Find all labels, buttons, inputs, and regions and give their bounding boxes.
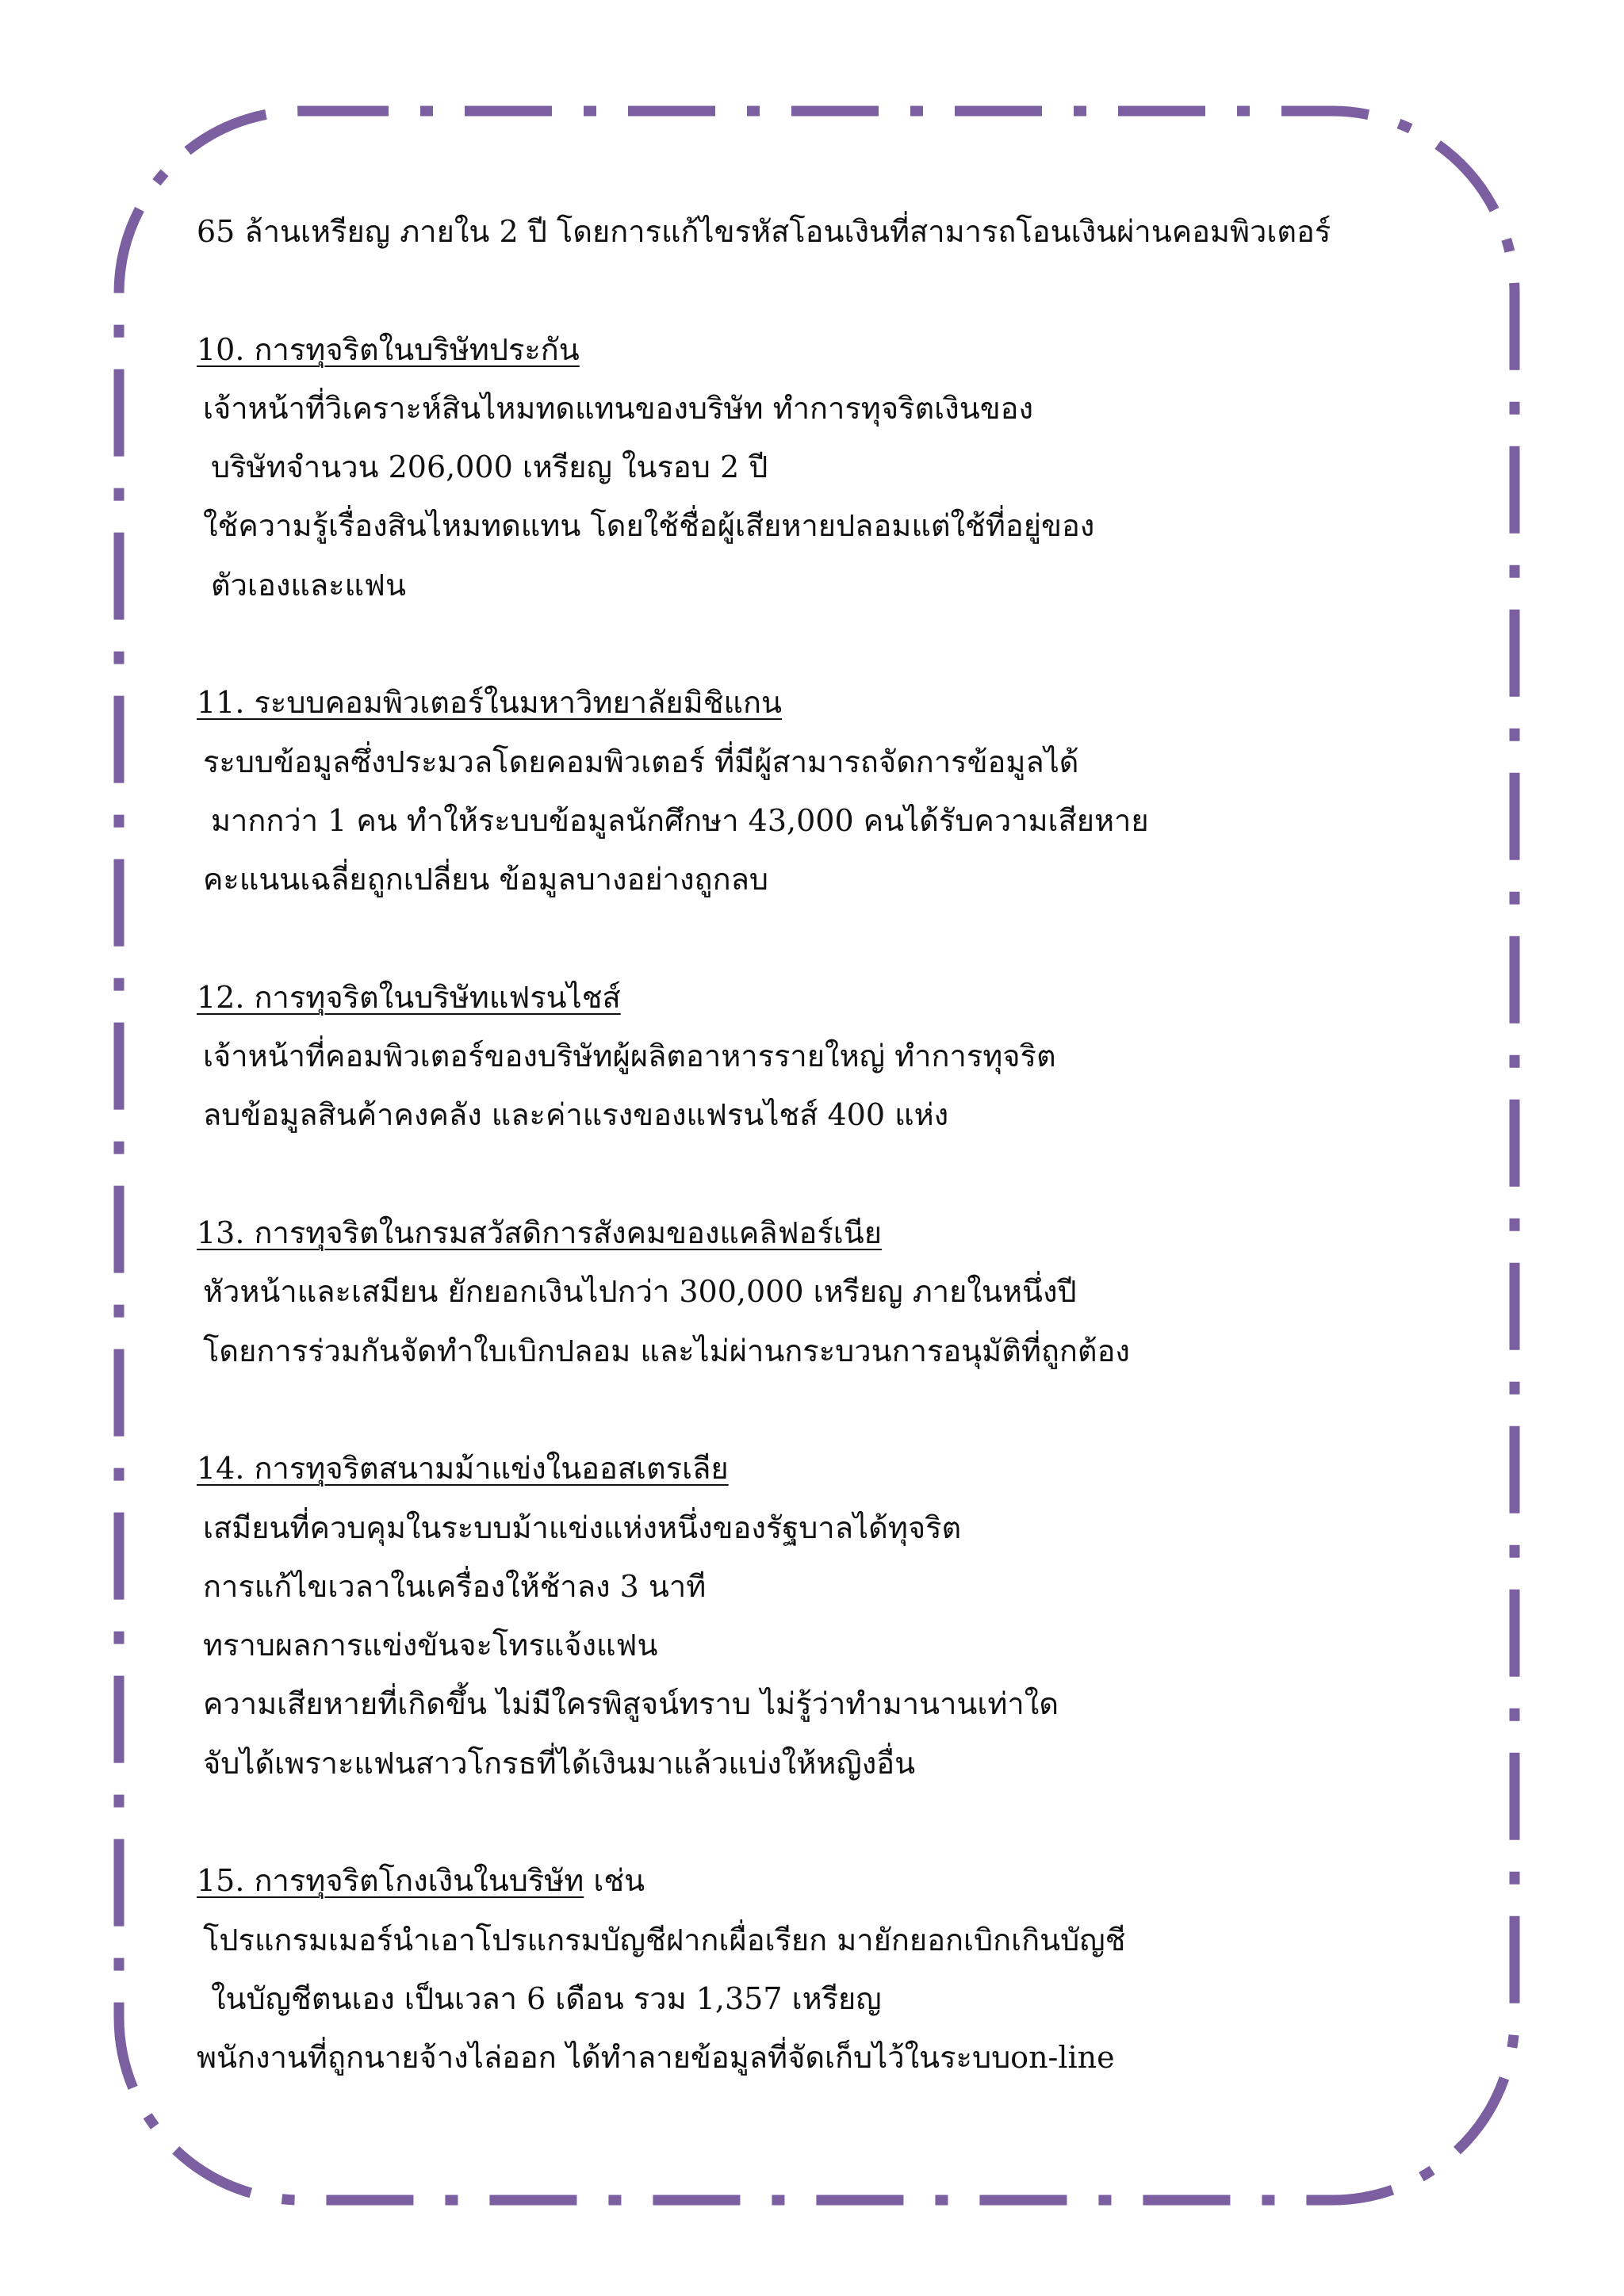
paragraph-line: ตัวเองและแฟน	[211, 567, 406, 603]
section-heading-text: 14. การทุจริตสนามม้าแข่งในออสเตรเลีย	[197, 1451, 729, 1487]
paragraph-line: ใช้ความรู้เรื่องสินไหมทดแทน โดยใช้ชื่อผู้เสียหายปลอมแต่ใช้ที่อยู่ของ	[203, 508, 1095, 544]
paragraph-line: ความเสียหายที่เกิดขึ้น ไม่มีใครพิสูจน์ทราบ ไม่รู้ว่าทำมานานเท่าใด	[203, 1686, 1059, 1722]
section-heading-text: 10. การทุจริตในบริษัทประกัน	[197, 331, 580, 367]
paragraph-line: คะแนนเฉลี่ยถูกเปลี่ยน ข้อมูลบางอย่างถูกลบ	[203, 862, 768, 897]
section-heading-suffix: เช่น	[584, 1863, 645, 1899]
paragraph-line: ทราบผลการแข่งขันจะโทรแจ้งแฟน	[203, 1628, 658, 1663]
section-heading-text: 13. การทุจริตในกรมสวัสดิการสังคมของแคลิฟอร์เนีย	[197, 1215, 882, 1251]
paragraph-line: เสมียนที่ควบคุมในระบบม้าแข่งแห่งหนึ่งของรัฐบาลได้ทุจริต	[203, 1510, 962, 1545]
section-heading	[197, 1851, 1497, 1910]
section-heading	[197, 968, 1497, 1027]
paragraph-line: ลบข้อมูลสินค้าคงคลัง และค่าแรงของแฟรนไชส์ 400 แห่ง	[203, 1097, 949, 1133]
section-heading-text: 15. การทุจริตโกงเงินในบริษัท	[197, 1863, 584, 1899]
document-body	[197, 202, 1497, 2087]
section-heading	[197, 1203, 1497, 1262]
paragraph-line: โดยการร่วมกันจัดทำใบเบิกปลอม และไม่ผ่านกระบวนการอนุมัติที่ถูกต้อง	[203, 1333, 1130, 1368]
section-heading-text: 12. การทุจริตในบริษัทแฟรนไชส์	[197, 979, 621, 1015]
paragraph-line: ระบบข้อมูลซึ่งประมวลโดยคอมพิวเตอร์ ที่มีผู้สามารถจัดการข้อมูลได้	[203, 744, 1079, 779]
paragraph-line: เจ้าหน้าที่วิเคราะห์สินไหมทดแทนของบริษัท ทำการทุจริตเงินของ	[203, 390, 1034, 426]
paragraph-line: เจ้าหน้าที่คอมพิวเตอร์ของบริษัทผู้ผลิตอาหารรายใหญ่ ทำการทุจริต	[203, 1039, 1056, 1074]
paragraph-line: หัวหน้าและเสมียน ยักยอกเงินไปกว่า 300,000 เหรียญ ภายในหนึ่งปี	[203, 1274, 1077, 1310]
paragraph-line: การแก้ไขเวลาในเครื่องให้ช้าลง 3 นาที	[203, 1568, 707, 1604]
section-heading	[197, 1439, 1497, 1498]
paragraph-line: พนักงานที่ถูกนายจ้างไล่ออก ได้ทำลายข้อมูลที่จัดเก็บไว้ในระบบon-line	[197, 2040, 1115, 2076]
paragraph-line: โปรแกรมเมอร์นำเอาโปรแกรมบัญชีฝากเผื่อเรียก มายักยอกเบิกเกินบัญชี	[203, 1922, 1126, 1957]
paragraph-line: จับได้เพราะแฟนสาวโกรธที่ได้เงินมาแล้วแบ่งให้หญิงอื่น	[203, 1745, 916, 1781]
paragraph-line: ในบัญชีตนเอง เป็นเวลา 6 เดือน รวม 1,357 เหรียญ	[211, 1980, 882, 2016]
section-heading	[197, 320, 1497, 379]
paragraph-line: บริษัทจำนวน 206,000 เหรียญ ในรอบ 2 ปี	[211, 450, 768, 485]
section-heading-text: 11. ระบบคอมพิวเตอร์ในมหาวิทยาลัยมิชิแกน	[197, 685, 782, 721]
paragraph-line: 65 ล้านเหรียญ ภายใน 2 ปี โดยการแก้ไขรหัสโอนเงินที่สามารถโอนเงินผ่านคอมพิวเตอร์	[197, 214, 1331, 249]
section-heading	[197, 673, 1497, 732]
paragraph-line: มากกว่า 1 คน ทำให้ระบบข้อมูลนักศึกษา 43,000 คนได้รับความเสียหาย	[211, 802, 1149, 838]
